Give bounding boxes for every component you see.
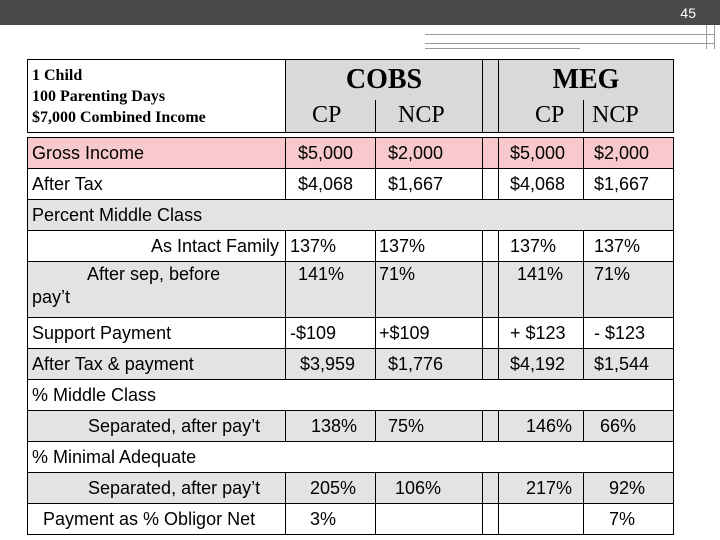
scenario-line: 1 Child	[32, 67, 83, 84]
gap-cell	[483, 231, 499, 262]
cell-meg-cp: $5,000	[499, 138, 584, 169]
cell-cobs-cp: 205%	[286, 473, 376, 504]
row-label: Support Payment	[28, 318, 286, 349]
cell-meg-ncp: 137%	[584, 231, 674, 262]
cell-cobs-cp: -$109	[286, 318, 376, 349]
header-gap	[483, 100, 499, 133]
cell-meg-cp	[499, 504, 584, 535]
cell-meg-ncp: 92%	[584, 473, 674, 504]
cell-meg-ncp: $1,544	[584, 349, 674, 380]
row-label: After Tax & payment	[28, 349, 286, 380]
cell-meg-cp: $4,068	[499, 169, 584, 200]
cell-cobs-cp: 138%	[286, 411, 376, 442]
gap-cell	[483, 138, 499, 169]
gap-cell	[483, 504, 499, 535]
row-label: Separated, after pay’t	[28, 411, 286, 442]
header-gap	[483, 60, 499, 100]
section-row	[28, 380, 674, 411]
gap-cell	[483, 473, 499, 504]
cell-meg-ncp: $1,667	[584, 169, 674, 200]
scenario-line: $7,000 Combined Income	[32, 109, 206, 126]
page-number: 45	[680, 5, 696, 21]
gap-cell	[483, 262, 499, 318]
col-header-cobs-ncp: NCP	[376, 100, 483, 133]
col-header-meg-ncp: NCP	[584, 100, 674, 133]
table-row	[28, 473, 674, 504]
cell-meg-ncp: 71%	[584, 262, 674, 318]
cell-cobs-ncp: 137%	[376, 231, 483, 262]
cell-cobs-ncp: $2,000	[376, 138, 483, 169]
slide-top-bar	[0, 0, 720, 25]
cell-cobs-ncp: 75%	[376, 411, 483, 442]
table-row	[28, 504, 674, 535]
table-row	[28, 262, 674, 318]
gap-cell	[483, 349, 499, 380]
scenario-line: 100 Parenting Days	[32, 88, 166, 105]
cell-cobs-cp: $5,000	[286, 138, 376, 169]
cell-cobs-cp: $4,068	[286, 169, 376, 200]
row-label-line: After sep, before	[87, 264, 221, 284]
cell-meg-cp: 137%	[499, 231, 584, 262]
cell-meg-cp: 146%	[499, 411, 584, 442]
section-label: % Minimal Adequate	[28, 442, 674, 473]
row-label	[28, 262, 286, 318]
table-row	[28, 318, 674, 349]
decorative-line	[706, 25, 707, 49]
table-row	[28, 411, 674, 442]
comparison-table	[27, 59, 674, 535]
row-label-line: pay’t	[32, 287, 71, 307]
cell-cobs-cp: 141%	[286, 262, 376, 318]
row-label: Gross Income	[28, 138, 286, 169]
table-row	[28, 169, 674, 200]
cell-meg-ncp: 7%	[584, 504, 674, 535]
cell-meg-cp: $4,192	[499, 349, 584, 380]
cell-cobs-cp: 3%	[286, 504, 376, 535]
cell-meg-cp: 217%	[499, 473, 584, 504]
gap-cell	[483, 318, 499, 349]
table-row	[28, 349, 674, 380]
cell-cobs-ncp	[376, 504, 483, 535]
cell-cobs-ncp: +$109	[376, 318, 483, 349]
row-label: Payment as % Obligor Net	[28, 504, 286, 535]
col-header-meg-cp: CP	[499, 100, 584, 133]
section-label: % Middle Class	[28, 380, 674, 411]
table-row	[28, 231, 674, 262]
group-header-meg: MEG	[499, 60, 674, 100]
gap-cell	[483, 169, 499, 200]
decorative-line-right	[714, 25, 715, 49]
section-row	[28, 200, 674, 231]
section-row	[28, 442, 674, 473]
cell-meg-ncp: - $123	[584, 318, 674, 349]
cell-cobs-cp: 137%	[286, 231, 376, 262]
header-row-groups	[28, 60, 674, 100]
row-label: After Tax	[28, 169, 286, 200]
cell-cobs-ncp: $1,667	[376, 169, 483, 200]
cell-cobs-cp: $3,959	[286, 349, 376, 380]
cell-cobs-ncp: $1,776	[376, 349, 483, 380]
decorative-strip-lower	[425, 42, 580, 49]
cell-meg-cp: 141%	[499, 262, 584, 318]
scenario-description	[28, 60, 286, 133]
gap-cell	[483, 411, 499, 442]
cell-meg-ncp: $2,000	[584, 138, 674, 169]
row-label: As Intact Family	[28, 231, 286, 262]
cell-meg-ncp: 66%	[584, 411, 674, 442]
group-header-cobs: COBS	[286, 60, 483, 100]
section-label: Percent Middle Class	[28, 200, 674, 231]
cell-cobs-ncp: 106%	[376, 473, 483, 504]
col-header-cobs-cp: CP	[286, 100, 376, 133]
cell-cobs-ncp: 71%	[376, 262, 483, 318]
row-label: Separated, after pay’t	[28, 473, 286, 504]
table-row	[28, 138, 674, 169]
cell-meg-cp: + $123	[499, 318, 584, 349]
